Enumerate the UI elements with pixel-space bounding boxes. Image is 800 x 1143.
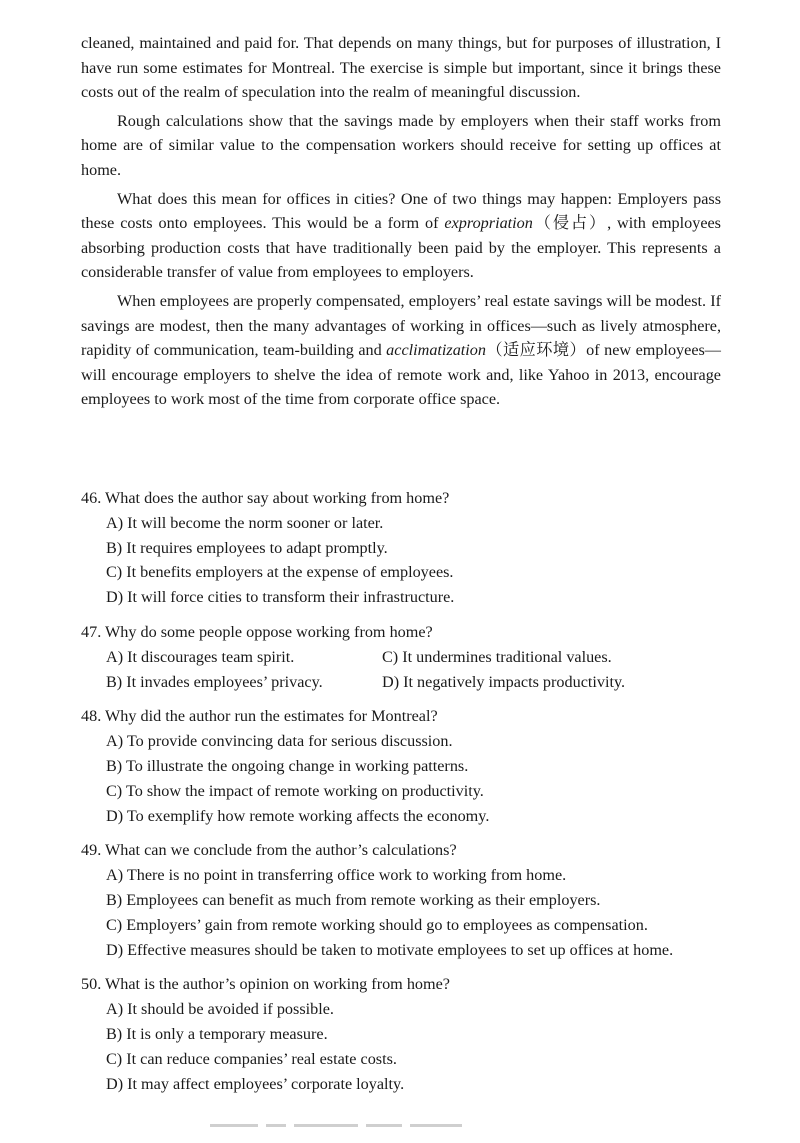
option-b[interactable]: B) Employees can benefit as much from remote working as their employers.: [106, 890, 601, 909]
vocab-gloss: （适应环境）: [485, 341, 587, 360]
option-c[interactable]: C) It can reduce companies’ real estate costs.: [106, 1049, 397, 1068]
passage-paragraph: [81, 289, 721, 412]
option-b[interactable]: B) To illustrate the ongoing change in working patterns.: [106, 756, 469, 775]
question-stem: 49. What can we conclude from the author’s calculations?: [81, 841, 457, 860]
option-a[interactable]: A) To provide convincing data for serious discussion.: [106, 732, 453, 751]
question-47: [81, 620, 731, 694]
option-c[interactable]: C) Employers’ gain from remote working should go to employees as compensation.: [106, 915, 648, 934]
option-a[interactable]: A) It will become the norm sooner or later.: [106, 513, 384, 532]
passage-paragraph: [81, 187, 721, 285]
question-46: [81, 486, 731, 610]
option-d[interactable]: D) Effective measures should be taken to motivate employees to set up offices at home.: [106, 940, 674, 959]
option-c[interactable]: C) To show the impact of remote working on productivity.: [106, 781, 484, 800]
option-d[interactable]: D) It may affect employees’ corporate loyalty.: [106, 1074, 405, 1093]
option-d[interactable]: D) It will force cities to transform their infrastructure.: [106, 588, 455, 607]
option-c[interactable]: C) It undermines traditional values.: [382, 647, 612, 666]
reading-passage: [81, 31, 721, 416]
footer-watermark: [210, 1124, 490, 1132]
passage-text: of new employees—will encourage employers to shelve the idea of remote work and, like Yahoo in 2013, encourage employees to work most of the time from corporate office space.: [81, 341, 721, 409]
option-a[interactable]: A) There is no point in transferring office work to working from home.: [106, 866, 567, 885]
option-b[interactable]: B) It is only a temporary measure.: [106, 1024, 328, 1043]
option-c[interactable]: C) It benefits employers at the expense of employees.: [106, 563, 454, 582]
question-50: [81, 972, 731, 1096]
passage-text: What does this mean for offices in cities? One of two things may happen: Employers pass these costs onto employees. This would be a form of: [81, 189, 721, 233]
vocab-term: acclimatization: [386, 341, 486, 360]
option-b[interactable]: B) It requires employees to adapt promptly.: [106, 538, 388, 557]
option-a[interactable]: A) It should be avoided if possible.: [106, 1000, 334, 1019]
question-48: [81, 704, 731, 828]
passage-paragraph: cleaned, maintained and paid for. That depends on many things, but for purposes of illustration, I have run some estimates for Montreal. The exercise is simple but important, since it brings these costs out of the realm of speculation into the realm of meaningful discussion.: [81, 34, 721, 102]
question-list: [81, 486, 731, 1106]
option-d[interactable]: D) To exemplify how remote working affects the economy.: [106, 806, 490, 825]
passage-text: When employees are properly compensated, employers’ real estate savings will be modest. If savings are modest, then the many advantages of working in offices—such as lively atmosphere, rapidity of communication, team-building and: [81, 291, 721, 360]
question-49: [81, 838, 731, 962]
option-a[interactable]: A) It discourages team spirit.: [106, 647, 295, 666]
vocab-term: expropriation: [444, 214, 533, 233]
passage-text: , with employees absorbing production costs that have traditionally been paid by the employer. This represents a considerable transfer of value from employees to employers.: [81, 214, 721, 282]
question-stem: 48. Why did the author run the estimates for Montreal?: [81, 707, 438, 726]
question-stem: 47. Why do some people oppose working from home?: [81, 622, 433, 641]
option-d[interactable]: D) It negatively impacts productivity.: [382, 672, 626, 691]
question-stem: 46. What does the author say about working from home?: [81, 489, 450, 507]
option-b[interactable]: B) It invades employees’ privacy.: [106, 672, 323, 691]
vocab-gloss: （侵占）: [532, 214, 608, 233]
passage-paragraph: Rough calculations show that the savings made by employers when their staff works from home are of similar value to the compensation workers should receive for setting up offices at home.: [81, 111, 721, 179]
option-grid: [81, 645, 731, 695]
question-stem: 50. What is the author’s opinion on working from home?: [81, 975, 450, 994]
